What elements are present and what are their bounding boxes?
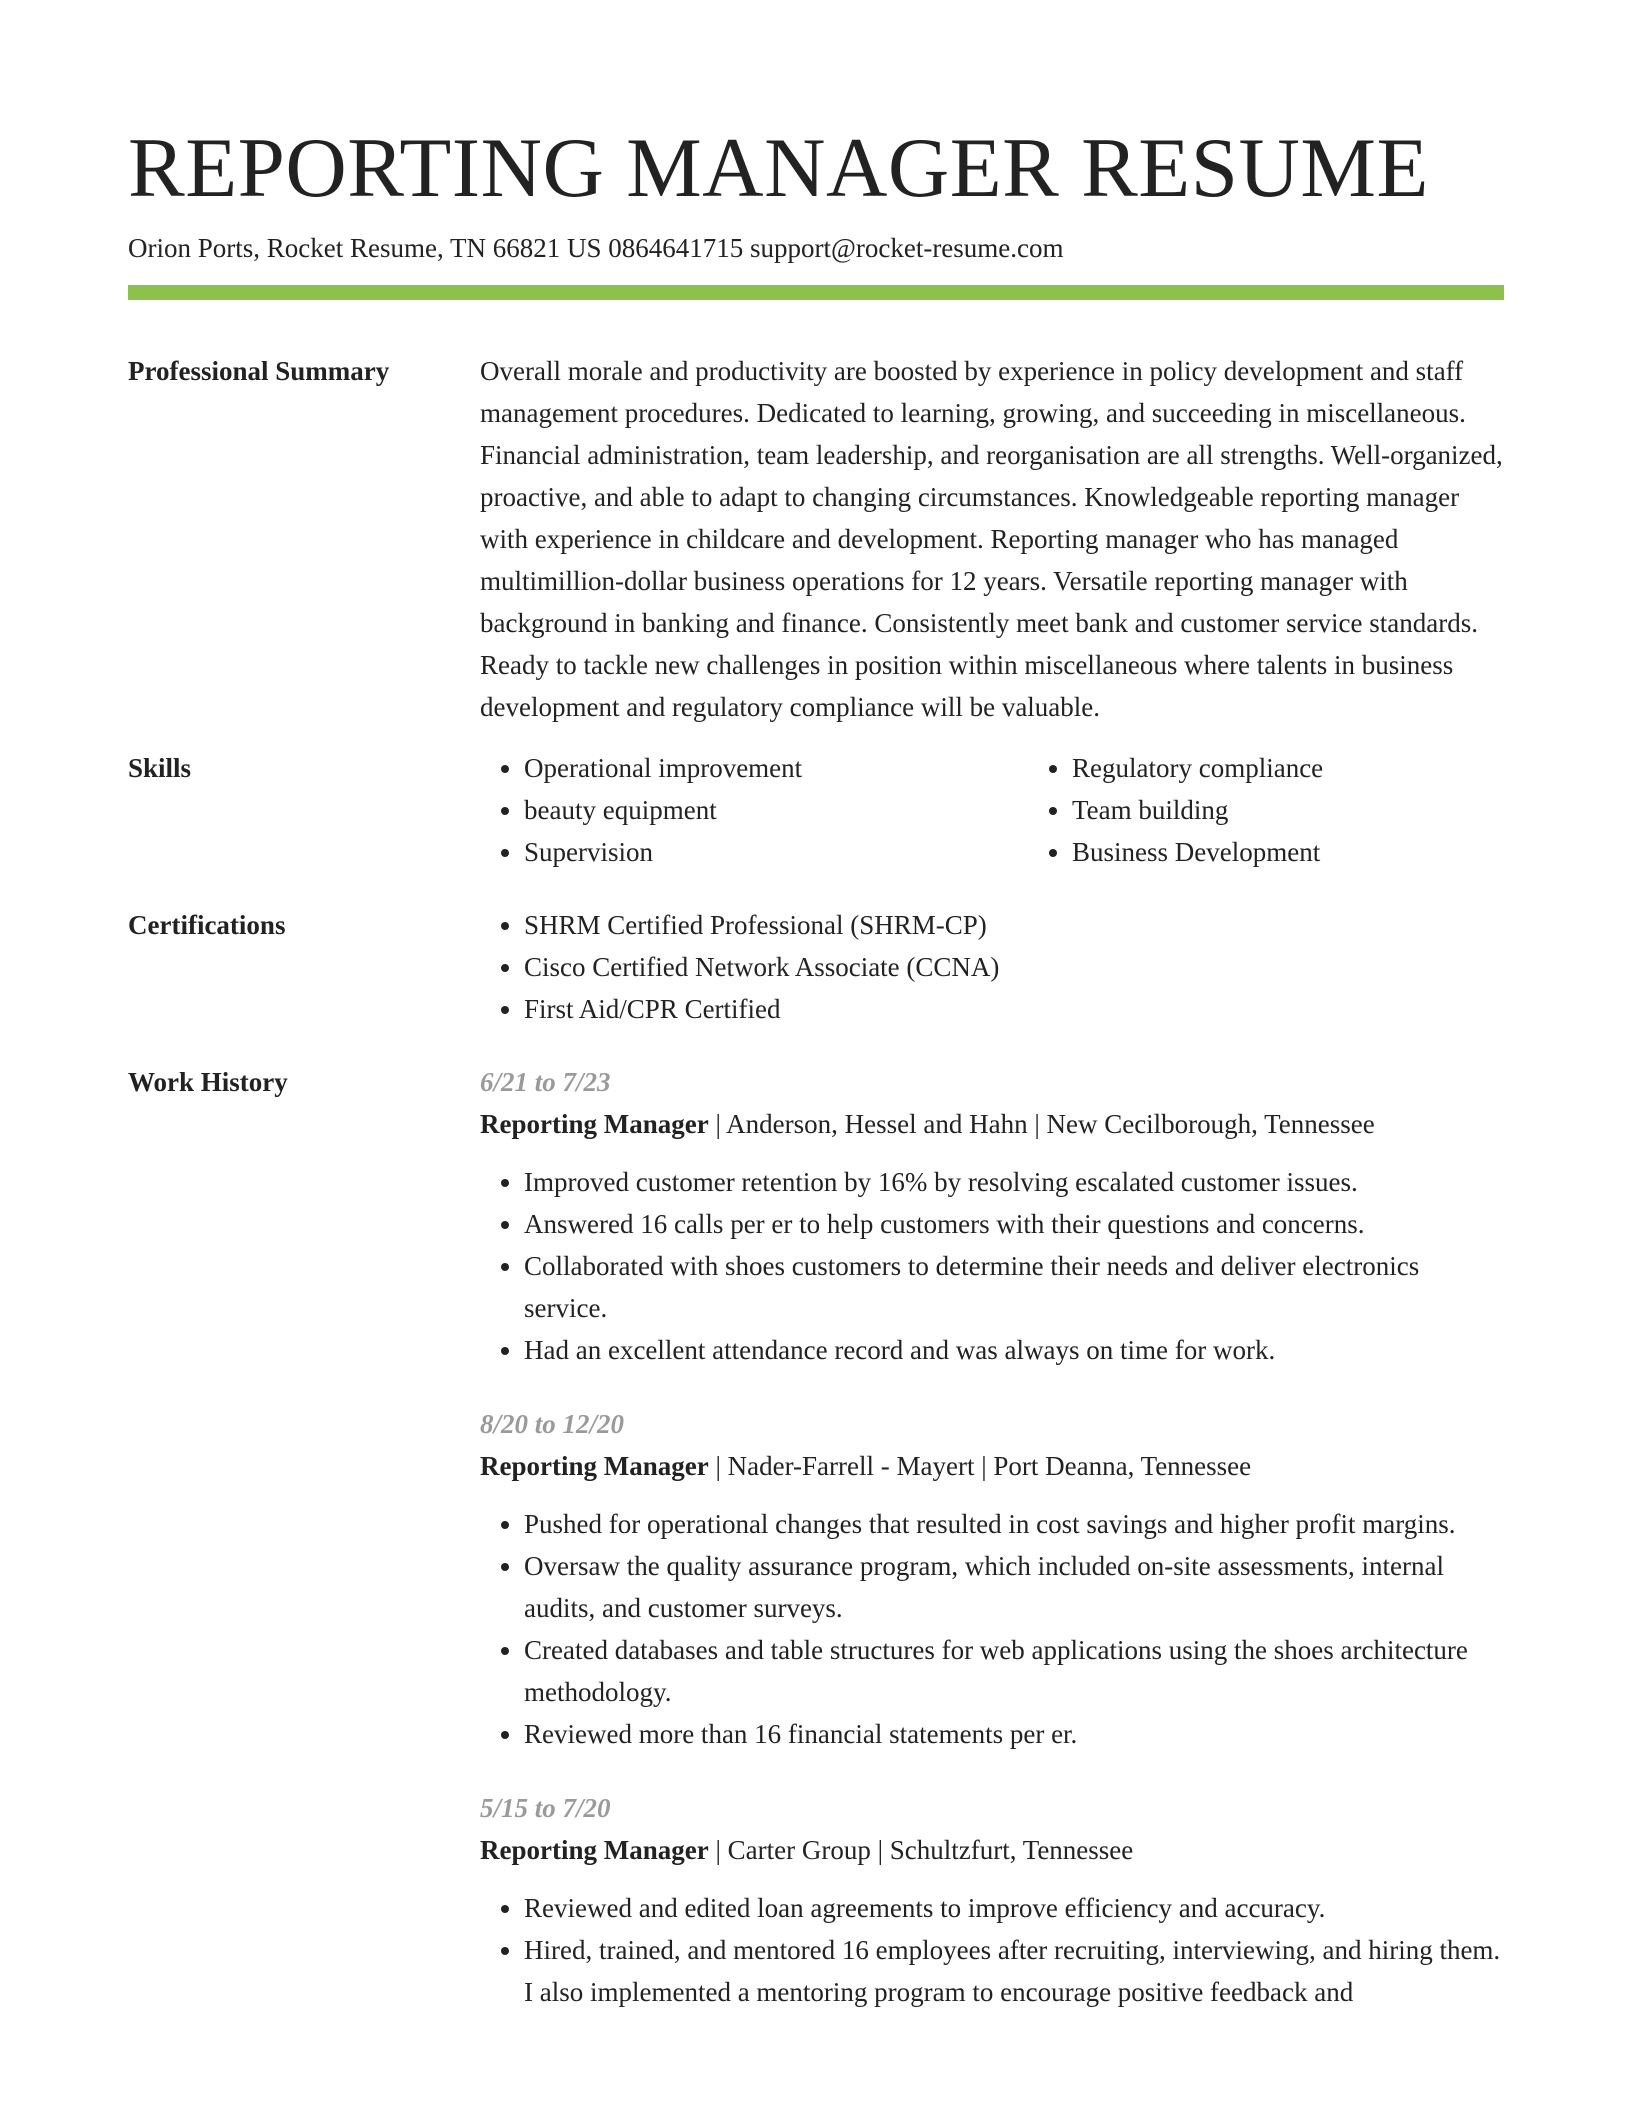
job-bullets <box>480 1503 1504 1755</box>
skill-item: • Operational improvement <box>524 747 1028 789</box>
certifications-section <box>128 904 1504 1030</box>
summary-section <box>128 350 1504 728</box>
job-dates: 8/20 to 12/20 <box>480 1409 625 1439</box>
job-bullet: • Answered 16 calls per er to help customers with their questions and concerns. <box>524 1203 1504 1245</box>
skills-list-right <box>1028 747 1576 873</box>
job-bullet: • Collaborated with shoes customers to determine their needs and deliver electronics service. <box>524 1245 1504 1329</box>
section-label-skills: Skills <box>128 753 192 783</box>
skills-section <box>128 747 1504 873</box>
certification-item: • Cisco Certified Network Associate (CCNA) <box>524 946 1504 988</box>
work-history-section <box>128 1061 1504 2035</box>
skills-list-left <box>480 747 1028 873</box>
job-title: Reporting Manager <box>480 1109 709 1139</box>
skill-item: • Regulatory compliance <box>1072 747 1576 789</box>
job-bullet: • Hired, trained, and mentored 16 employees after recruiting, interviewing, and hiring them. I also implemented a mentoring program to encourage positive feedback and <box>524 1929 1504 2013</box>
job-bullet: • Pushed for operational changes that resulted in cost savings and higher profit margins. <box>524 1503 1504 1545</box>
job-bullet: • Improved customer retention by 16% by resolving escalated customer issues. <box>524 1161 1504 1203</box>
section-label-summary: Professional Summary <box>128 356 390 386</box>
job-details: | Carter Group | Schultzfurt, Tennessee <box>708 1835 1134 1865</box>
section-label-work-history: Work History <box>128 1067 288 1097</box>
summary-text: Overall morale and productivity are boosted by experience in policy development and staff management procedures. Dedicated to learning, growing, and succeeding in miscellaneous. Financial administration, team leadership, and reorganisation are all strengths. Well-organized, proactive, and able to adapt to changing circumstances. Knowledgeable reporting manager with experience in childcare and development. Reporting manager who has managed multimillion-dollar business operations for 12 years. Versatile reporting manager with background in banking and finance. Consistently meet bank and customer service standards. Ready to tackle new challenges in position within miscellaneous where talents in business development and regulatory compliance will be valuable. <box>480 356 1503 722</box>
job-heading <box>480 1103 1504 1145</box>
job-dates: 5/15 to 7/20 <box>480 1793 611 1823</box>
job-title: Reporting Manager <box>480 1835 709 1865</box>
certifications-body <box>480 904 1504 1030</box>
job-bullet: • Had an excellent attendance record and was always on time for work. <box>524 1329 1504 1371</box>
job-details: | Anderson, Hessel and Hahn | New Cecilborough, Tennessee <box>708 1109 1375 1139</box>
skill-item: • Business Development <box>1072 831 1576 873</box>
summary-body <box>480 350 1504 728</box>
job-bullets <box>480 1887 1504 2013</box>
job-heading <box>480 1445 1504 1487</box>
job-entry <box>480 1061 1504 1371</box>
work-history-body <box>480 1061 1504 2035</box>
contact-line <box>128 230 1504 266</box>
resume-page <box>128 118 1504 2035</box>
job-bullet: • Reviewed more than 16 financial statements per er. <box>524 1713 1504 1755</box>
certification-item: • First Aid/CPR Certified <box>524 988 1504 1030</box>
job-entry <box>480 1787 1504 2013</box>
job-details: | Nader-Farrell - Mayert | Port Deanna, Tennessee <box>708 1451 1252 1481</box>
contact-email: support@rocket-resume.com <box>750 233 1064 263</box>
section-label-certifications: Certifications <box>128 910 286 940</box>
job-bullet: • Created databases and table structures for web applications using the shoes architecture methodology. <box>524 1629 1504 1713</box>
job-bullets <box>480 1161 1504 1371</box>
job-bullet: • Oversaw the quality assurance program, which included on-site assessments, internal audits, and customer surveys. <box>524 1545 1504 1629</box>
contact-phone: 0864641715 <box>608 233 744 263</box>
job-dates: 6/21 to 7/23 <box>480 1067 611 1097</box>
skills-grid <box>480 747 1576 873</box>
job-title: Reporting Manager <box>480 1451 709 1481</box>
certification-item: • SHRM Certified Professional (SHRM-CP) <box>524 904 1504 946</box>
skill-item: • beauty equipment <box>524 789 1028 831</box>
job-heading <box>480 1829 1504 1871</box>
header-divider <box>128 285 1504 300</box>
skill-item: • Team building <box>1072 789 1576 831</box>
contact-address: Orion Ports, Rocket Resume, TN 66821 US <box>128 233 602 263</box>
job-entry <box>480 1403 1504 1755</box>
skill-item: • Supervision <box>524 831 1028 873</box>
job-bullet: • Reviewed and edited loan agreements to improve efficiency and accuracy. <box>524 1887 1504 1929</box>
resume-title: REPORTING MANAGER RESUME <box>128 121 1429 215</box>
certifications-list <box>480 904 1504 1030</box>
